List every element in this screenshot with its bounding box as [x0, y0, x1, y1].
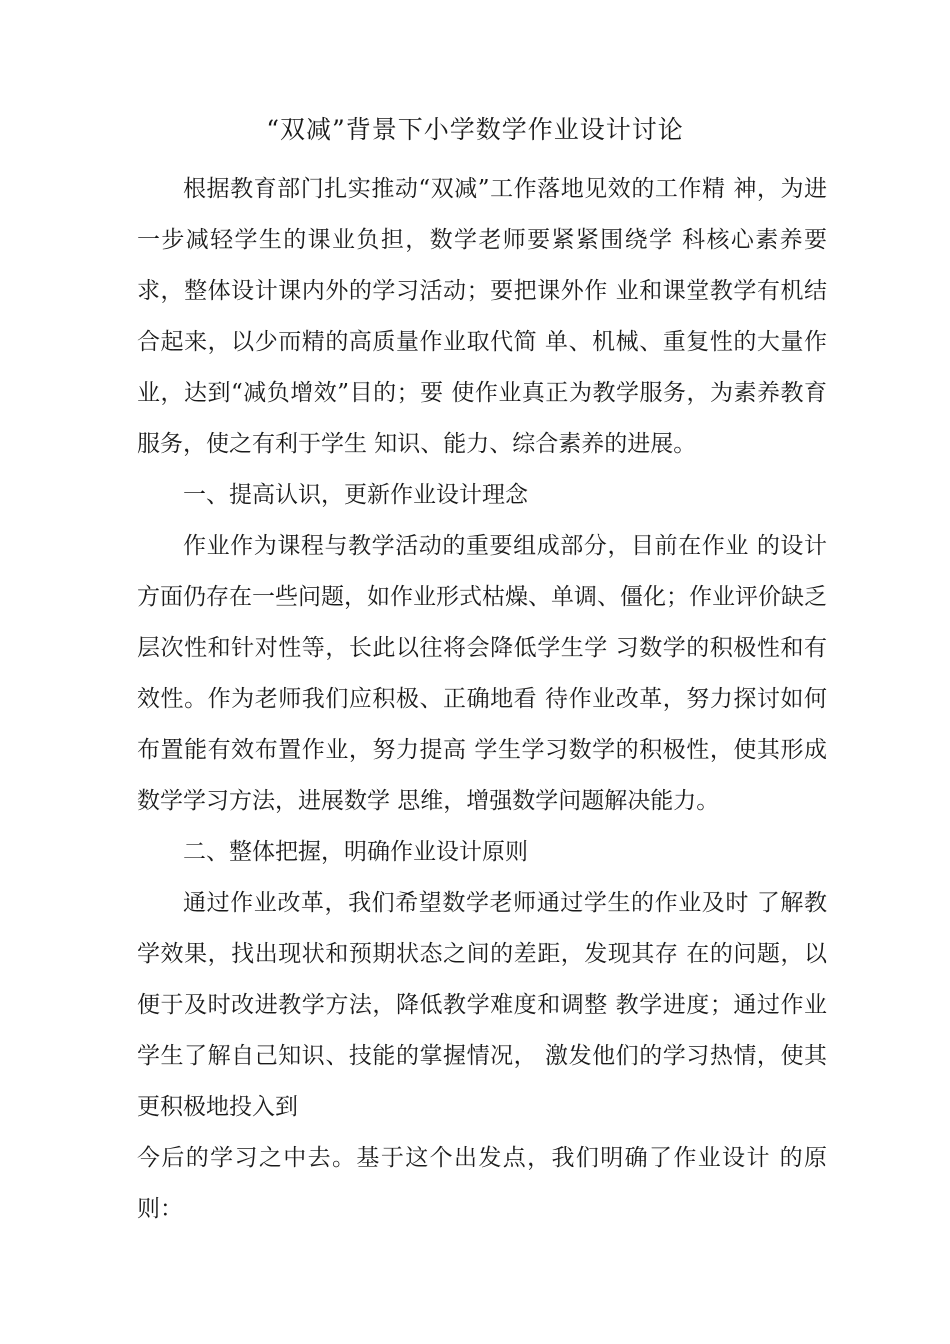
document-title: “双减”背景下小学数学作业设计讨论: [266, 115, 684, 144]
paragraph-section-2: 通过作业改革，我们希望数学老师通过学生的作业及时 了解教学效果，找出现状和预期状态之间的差距，发现其存 在的问题，以便于及时改进教学方法，降低教学难度和调整 教学进度；通过作业学生了解自己知识、技能的掌握情况， 激发他们的学习热情，使其更积极地投入到: [137, 890, 827, 1120]
section-heading-1: 一、提高认识，更新作业设计理念: [183, 482, 528, 508]
paragraph-intro: 根据教育部门扎实推动“双减”工作落地见效的工作精 神，为进一步减轻学生的课业负担，数学老师要紧紧围绕学 科核心素养要求，整体设计课内外的学习活动；要把课外作 业和课堂教学有机结合起来，以少而精的高质量作业取代简 单、机械、重复性的大量作业，达到“减负增效”目的；要 使作业真正为教学服务，为素养教育服务，使之有利于学生 知识、能力、综合素养的进展。: [137, 176, 827, 457]
section-heading-2: 二、整体把握，明确作业设计原则: [183, 839, 528, 865]
paragraph-section-1: 作业作为课程与教学活动的重要组成部分，目前在作业 的设计方面仍存在一些问题，如作业形式枯燥、单调、僵化；作业评价缺乏层次性和针对性等，长此以往将会降低学生学 习数学的积极性和有效性。作为老师我们应积极、正确地看 待作业改革，努力探讨如何布置能有效布置作业，努力提高 学生学习数学的积极性，使其形成数学学习方法，进展数学 思维，增强数学问题解决能力。: [137, 533, 827, 814]
paragraph-section-2-continued: 今后的学习之中去。基于这个出发点，我们明确了作业设计 的原则：: [137, 1145, 827, 1222]
document-body: [137, 164, 827, 1235]
